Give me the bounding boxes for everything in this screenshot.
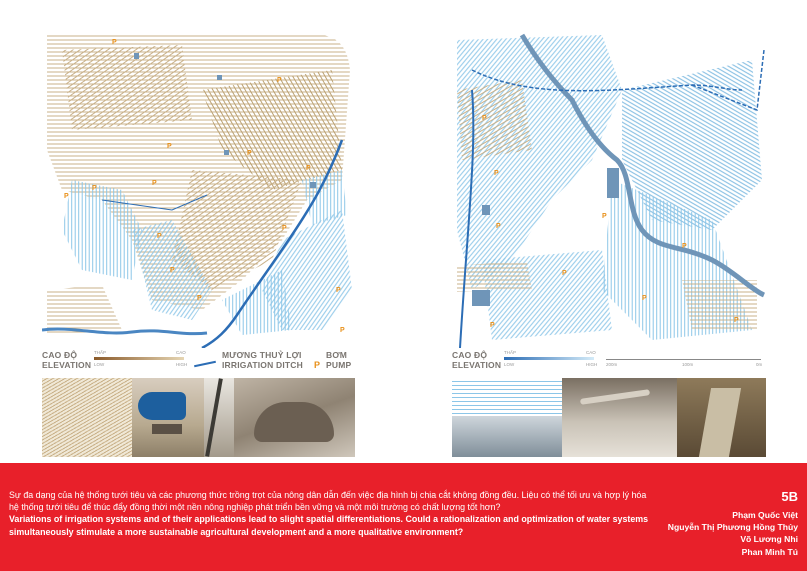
greenhouse-image bbox=[452, 416, 562, 457]
author-name: Phan Minh Tú bbox=[741, 546, 798, 557]
svg-text:P: P bbox=[170, 267, 175, 274]
svg-text:P: P bbox=[336, 287, 341, 294]
channel-image bbox=[254, 402, 334, 442]
svg-text:P: P bbox=[482, 115, 487, 122]
left-photo-ditch bbox=[204, 378, 234, 457]
left-photo-fields bbox=[42, 378, 132, 457]
scale-bar bbox=[606, 359, 761, 360]
svg-text:P: P bbox=[197, 295, 202, 302]
svg-text:P: P bbox=[734, 317, 739, 324]
high-en-label: HIGH bbox=[176, 362, 188, 367]
elevation-gradient-bar bbox=[504, 357, 594, 360]
right-irrigation-map bbox=[452, 30, 767, 348]
pipe-image bbox=[152, 424, 182, 434]
author-name: Nguyễn Thị Phương Hồng Thủy bbox=[667, 522, 798, 533]
left-photo-pump-tank bbox=[132, 378, 204, 457]
svg-text:P: P bbox=[490, 322, 495, 329]
low-vi-label: THẤP bbox=[504, 350, 517, 355]
elevation-label: CAO ĐỘ ELEVATION bbox=[42, 350, 92, 370]
svg-text:P: P bbox=[112, 39, 117, 46]
pump-label: BƠM PUMP bbox=[326, 350, 352, 370]
pipe-image bbox=[580, 389, 650, 405]
right-legend bbox=[452, 350, 772, 372]
author-name: Phạm Quốc Việt bbox=[732, 510, 798, 520]
pipe-vertical-image bbox=[205, 378, 223, 456]
svg-text:P: P bbox=[306, 165, 311, 172]
svg-text:P: P bbox=[340, 327, 345, 334]
low-vi-label: THẤP bbox=[94, 350, 107, 355]
caption-band bbox=[0, 463, 807, 571]
elevation-gradient-bar bbox=[94, 357, 184, 360]
svg-text:P: P bbox=[277, 77, 282, 84]
left-legend bbox=[42, 350, 362, 372]
svg-text:P: P bbox=[247, 150, 252, 157]
low-en-label: LOW bbox=[94, 362, 105, 367]
svg-text:P: P bbox=[152, 180, 157, 187]
ditch-swatch bbox=[194, 361, 216, 368]
high-en-label: HIGH bbox=[586, 362, 598, 367]
low-en-label: LOW bbox=[504, 362, 515, 367]
svg-text:P: P bbox=[92, 185, 97, 192]
left-photo-concrete-channel bbox=[234, 378, 355, 457]
scale-label-100: 100m bbox=[682, 362, 694, 367]
svg-text:P: P bbox=[282, 225, 287, 232]
svg-text:P: P bbox=[64, 193, 69, 200]
pump-marker-icon: P bbox=[314, 360, 321, 370]
irrigation-ditch-label: MƯƠNG THUỶ LỢI IRRIGATION DITCH bbox=[222, 350, 303, 370]
right-photo-canal bbox=[677, 378, 766, 457]
high-vi-label: CAO bbox=[586, 350, 596, 355]
svg-text:P: P bbox=[494, 170, 499, 177]
svg-text:P: P bbox=[602, 213, 607, 220]
right-photo-fields bbox=[452, 378, 562, 457]
water-image bbox=[699, 388, 741, 457]
caption-vi: Sự đa dạng của hệ thống tưới tiêu và các phương thức trồng trọt của nông dân dẫn đến việc địa hình bị chia cắt không đồng đều. Liệu có thể tối ưu và hợp lý hóa hệ thống tưới tiêu để thúc đẩy đồng thời một nền nông nghiệp phát triển bền vững và một môi trường có chất lượng tốt hơn? bbox=[9, 490, 647, 513]
author-name: Võ Lương Nhi bbox=[740, 534, 798, 545]
svg-text:P: P bbox=[496, 223, 501, 230]
left-irrigation-map bbox=[42, 30, 357, 348]
elevation-label: CAO ĐỘ ELEVATION bbox=[452, 350, 502, 370]
svg-text:P: P bbox=[167, 143, 172, 150]
author-list bbox=[668, 509, 798, 558]
svg-text:P: P bbox=[682, 243, 687, 250]
high-vi-label: CAO bbox=[176, 350, 186, 355]
caption-en: Variations of irrigation systems and of their applications lead to slight spatial differentiations. Could a rationalization and optimization of water systems simultaneously stimulate a more sustainable agricultural development and a more qualitative environment? bbox=[9, 514, 649, 537]
right-photo-pipes bbox=[562, 378, 677, 457]
svg-text:P: P bbox=[642, 295, 647, 302]
scale-label-0: 0m bbox=[756, 362, 763, 367]
svg-text:P: P bbox=[562, 270, 567, 277]
blue-tank-image bbox=[138, 392, 186, 420]
panel-code: 5B bbox=[781, 489, 798, 504]
svg-text:P: P bbox=[157, 233, 162, 240]
caption-text bbox=[9, 489, 649, 538]
scale-label-200: 200m bbox=[606, 362, 618, 367]
